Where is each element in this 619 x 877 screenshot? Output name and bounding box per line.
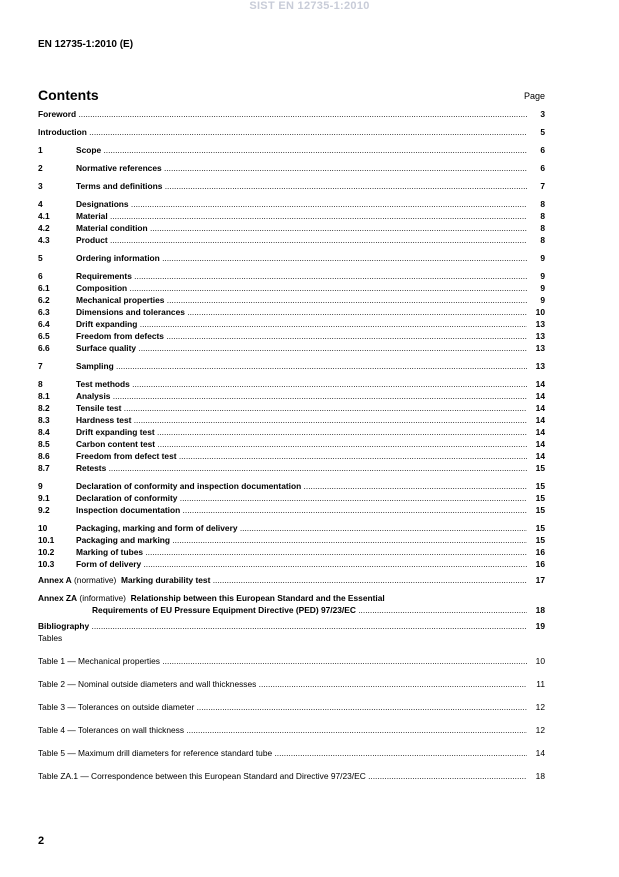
- toc-entry[interactable]: [38, 318, 545, 330]
- toc-entry-title: Product .....: [76, 234, 527, 246]
- toc-entry[interactable]: [38, 378, 545, 390]
- toc-page-number: 13: [527, 318, 545, 330]
- toc-entry[interactable]: [38, 390, 545, 402]
- toc-page-number: 15: [527, 480, 545, 492]
- toc-page-number: 14: [527, 378, 545, 390]
- toc-entry-bibliography[interactable]: [38, 620, 545, 632]
- toc-table-title: Table 1 — Mechanical properties .....: [38, 655, 527, 667]
- toc-entry-title: Packaging, marking and form of delivery .....: [76, 522, 527, 534]
- toc-section-number: 8.6: [38, 451, 50, 461]
- contents-heading: Contents: [38, 87, 99, 103]
- toc-section-number: 8.1: [38, 391, 50, 401]
- toc-entry-title: Freedom from defect test .....: [76, 450, 527, 462]
- toc-entry-title: Ordering information .....: [76, 252, 527, 264]
- toc-entry[interactable]: [38, 330, 545, 342]
- toc-section-number: 1: [38, 145, 43, 155]
- toc-section-number: 3: [38, 181, 43, 191]
- toc-table-entry[interactable]: [38, 747, 545, 759]
- toc-entry-title: Hardness test .....: [76, 414, 527, 426]
- toc-entry[interactable]: [38, 534, 545, 546]
- toc-page-number: 14: [527, 426, 545, 438]
- toc-page-number: 13: [527, 330, 545, 342]
- toc-section-number: 6.4: [38, 319, 50, 329]
- document-id: EN 12735-1:2010 (E): [38, 39, 134, 50]
- toc-table-entry[interactable]: [38, 678, 545, 690]
- toc-page-number: 13: [527, 360, 545, 372]
- toc-section-number: 10.1: [38, 535, 55, 545]
- toc-entry[interactable]: [38, 342, 545, 354]
- toc-page-number: 15: [527, 504, 545, 516]
- toc-section-number: 8: [38, 379, 43, 389]
- toc-page-number: 15: [527, 492, 545, 504]
- toc-entry-title: Drift expanding test .....: [76, 426, 527, 438]
- toc-entry[interactable]: [38, 480, 545, 492]
- toc-table-entry[interactable]: [38, 770, 545, 782]
- toc-entry-title: Scope .....: [76, 144, 527, 156]
- toc-entry-title: Sampling .....: [76, 360, 527, 372]
- toc-entry-title: Analysis .....: [76, 390, 527, 402]
- toc-page-number: 15: [527, 462, 545, 474]
- toc-entry-title: Declaration of conformity and inspection documentation .....: [76, 480, 527, 492]
- toc-section-number: 10.2: [38, 547, 55, 557]
- toc-entry[interactable]: [38, 546, 545, 558]
- toc-section-number: 6.6: [38, 343, 50, 353]
- toc-entry[interactable]: [38, 426, 545, 438]
- toc-table-title: Table 2 — Nominal outside diameters and wall thicknesses .....: [38, 678, 527, 690]
- toc-tables: [38, 655, 545, 782]
- toc-page-number: 14: [527, 390, 545, 402]
- toc-entry[interactable]: [38, 294, 545, 306]
- toc-section-number: 8.3: [38, 415, 50, 425]
- toc-entry-title: Marking of tubes .....: [76, 546, 527, 558]
- toc-page-number: 15: [527, 534, 545, 546]
- annex-za-title-line2: Requirements of EU Pressure Equipment Directive (PED) 97/23/EC .....: [92, 604, 527, 616]
- toc-page-number: 8: [527, 222, 545, 234]
- toc-section-number: 10.3: [38, 559, 55, 569]
- toc-page-number: 8: [527, 234, 545, 246]
- toc-entry-title: Terms and definitions .....: [76, 180, 527, 192]
- toc-page-number: 19: [527, 620, 545, 632]
- toc-section-number: 5: [38, 253, 43, 263]
- toc-page-number: 9: [527, 252, 545, 264]
- toc-page-number: 13: [527, 342, 545, 354]
- annex-za-title-line1: Annex ZA (informative) Relationship between this European Standard and the Essential: [38, 593, 385, 603]
- toc-entry-title: Designations .....: [76, 198, 527, 210]
- toc-page-number: 9: [527, 294, 545, 306]
- toc-section-number: 8.2: [38, 403, 50, 413]
- toc-page-number: 17: [535, 575, 545, 585]
- toc-page-number: 7: [527, 180, 545, 192]
- toc-page-number: 15: [527, 522, 545, 534]
- toc-entry-title: Carbon content test .....: [76, 438, 527, 450]
- toc-entry[interactable]: [38, 462, 545, 474]
- toc-entry[interactable]: [38, 162, 545, 174]
- toc-entry[interactable]: [38, 252, 545, 264]
- toc-section-number: 4: [38, 199, 43, 209]
- toc-entry[interactable]: [38, 126, 545, 138]
- toc-entry-title: Declaration of conformity .....: [76, 492, 527, 504]
- toc-section-number: 6.2: [38, 295, 50, 305]
- toc-section-number: 4.3: [38, 235, 50, 245]
- toc-entry[interactable]: [38, 108, 545, 120]
- toc-entry[interactable]: [38, 522, 545, 534]
- toc-entry-title: Freedom from defects .....: [76, 330, 527, 342]
- toc-entry-title: Normative references .....: [76, 162, 527, 174]
- toc-entry-title: Mechanical properties .....: [76, 294, 527, 306]
- toc-table-title: Table 3 — Tolerances on outside diameter .....: [38, 701, 527, 713]
- toc-page-number: 8: [527, 198, 545, 210]
- toc-table-title: Table 5 — Maximum drill diameters for reference standard tube .....: [38, 747, 527, 759]
- toc-page-number: 14: [527, 450, 545, 462]
- page-column-label: Page: [523, 91, 545, 101]
- toc-entry[interactable]: [38, 282, 545, 294]
- toc-section-number: 9.1: [38, 493, 50, 503]
- toc-entry[interactable]: [38, 504, 545, 516]
- toc-page-number: 14: [527, 402, 545, 414]
- toc-entry-title: Packaging and marking .....: [76, 534, 527, 546]
- toc-entry-title: Tensile test .....: [76, 402, 527, 414]
- toc-entry-title: Requirements .....: [76, 270, 527, 282]
- toc-entry[interactable]: [38, 180, 545, 192]
- toc-table-title: Table 4 — Tolerances on wall thickness .....: [38, 724, 527, 736]
- toc-entry-title: Retests .....: [76, 462, 527, 474]
- toc-section-number: 9: [38, 481, 43, 491]
- toc-table-title: Table ZA.1 — Correspondence between this European Standard and Directive 97/23/EC .....: [38, 770, 527, 782]
- toc-section-number: 8.7: [38, 463, 50, 473]
- toc-entry-annex-za[interactable]: [38, 592, 545, 616]
- toc-entry-annex-a[interactable]: [38, 574, 545, 586]
- toc-entry[interactable]: [38, 438, 545, 450]
- toc-page-number: 14: [527, 438, 545, 450]
- toc-page-number: 14: [527, 414, 545, 426]
- toc-entry-title: Form of delivery .....: [76, 558, 527, 570]
- toc-page-number: 3: [527, 108, 545, 120]
- toc-section-number: 6.3: [38, 307, 50, 317]
- toc-section-number: 2: [38, 163, 43, 173]
- toc-entry[interactable]: [38, 360, 545, 372]
- toc-page-number: 5: [527, 126, 545, 138]
- toc-entry[interactable]: [38, 306, 545, 318]
- toc-entry[interactable]: [38, 402, 545, 414]
- toc-entry[interactable]: [38, 270, 545, 282]
- toc-entry-title: Material .....: [76, 210, 527, 222]
- toc-page-number: 11: [536, 679, 545, 689]
- tables-heading: Tables: [38, 633, 63, 643]
- toc-page-number: 6: [527, 162, 545, 174]
- toc-page-number: 12: [535, 702, 545, 712]
- toc-entry-title: Foreword .....: [38, 108, 527, 120]
- toc-page-number: 9: [527, 270, 545, 282]
- toc-page-number: 10: [535, 656, 545, 666]
- toc-entry-title: Dimensions and tolerances .....: [76, 306, 527, 318]
- toc-entry-title: Surface quality .....: [76, 342, 527, 354]
- toc-entry-title: Drift expanding .....: [76, 318, 527, 330]
- toc-section-number: 7: [38, 361, 43, 371]
- toc-entry[interactable]: [38, 414, 545, 426]
- toc-entry-title: Bibliography .....: [38, 620, 527, 632]
- toc-page-number: 6: [527, 144, 545, 156]
- watermark: SIST EN 12735-1:2010: [249, 0, 370, 12]
- toc-entry-title: Composition .....: [76, 282, 527, 294]
- toc-page-number: 9: [527, 282, 545, 294]
- toc-section-number: 6.5: [38, 331, 50, 341]
- toc-entry-title: Introduction .....: [38, 126, 527, 138]
- toc-page-number: 8: [527, 210, 545, 222]
- toc-entry-title: Inspection documentation .....: [76, 504, 527, 516]
- toc-section-number: 10: [38, 523, 48, 533]
- toc-page-number: 18: [535, 605, 545, 615]
- toc-entry[interactable]: [38, 450, 545, 462]
- toc-page-number: 14: [535, 748, 545, 758]
- toc-entry[interactable]: [38, 198, 545, 210]
- toc-entry[interactable]: [38, 210, 545, 222]
- toc-section-number: 6.1: [38, 283, 50, 293]
- toc-section-number: 9.2: [38, 505, 50, 515]
- toc-page-number: 16: [527, 558, 545, 570]
- toc-entry[interactable]: [38, 222, 545, 234]
- toc-entry[interactable]: [38, 492, 545, 504]
- toc-table-entry[interactable]: [38, 701, 545, 713]
- page-number: 2: [38, 835, 45, 847]
- toc-entry-title: Test methods .....: [76, 378, 527, 390]
- toc-section-number: 4.1: [38, 211, 50, 221]
- toc-page-number: 18: [535, 771, 545, 781]
- toc-entry-title: Material condition .....: [76, 222, 527, 234]
- toc-sections: [38, 108, 545, 570]
- annex-a-title: Annex A (normative) Marking durability test .....: [38, 574, 527, 586]
- toc-page-number: 16: [527, 546, 545, 558]
- toc-section-number: 4.2: [38, 223, 50, 233]
- toc-section-number: 6: [38, 271, 43, 281]
- toc-table-entry[interactable]: [38, 655, 545, 667]
- toc-entry[interactable]: [38, 144, 545, 156]
- toc-section-number: 8.4: [38, 427, 50, 437]
- toc-entry[interactable]: [38, 558, 545, 570]
- toc-page-number: 12: [535, 725, 545, 735]
- toc-page-number: 10: [527, 306, 545, 318]
- toc-table-entry[interactable]: [38, 724, 545, 736]
- table-of-contents: [38, 108, 545, 782]
- toc-section-number: 8.5: [38, 439, 50, 449]
- toc-entry[interactable]: [38, 234, 545, 246]
